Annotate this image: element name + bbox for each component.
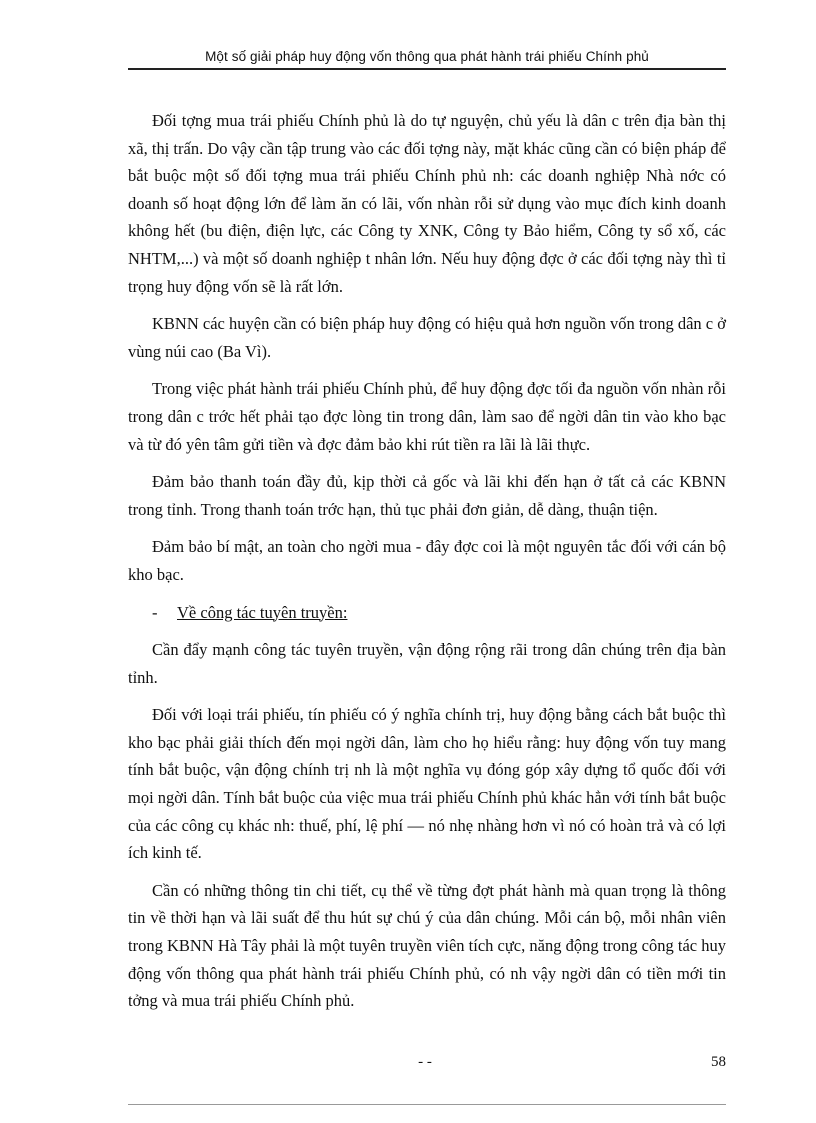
footer-rule bbox=[128, 1104, 726, 1105]
page-body bbox=[128, 107, 726, 1025]
bullet-dash: - bbox=[152, 602, 158, 622]
footer-marker: - - bbox=[418, 1054, 432, 1070]
paragraph: Cần đẩy mạnh công tác tuyên truyền, vận động rộng rãi trong dân chúng trên địa bàn tỉnh. bbox=[128, 640, 726, 687]
paragraph: Đối tợng mua trái phiếu Chính phủ là do tự nguyện, chủ yếu là dân c trên địa bàn thị xã, thị trấn. Do vậy cần tập trung vào các đối tợng này, mặt khác cũng cần có biện pháp để bắt buộc một số đối tợng mua trái phiếu Chính phủ nh: các doanh nghiệp Nhà nớc có doanh số hoạt động lớn để làm ăn có lãi, vốn nhàn rỗi sử dụng vào mục đích kinh doanh không hết (bu điện, điện lực, các Công ty XNK, Công ty Bảo hiểm, Công ty sổ xố, các NHTM,...) và một số doanh nghiệp t nhân lớn. Nếu huy động đợc ở các đối tợng này thì tỉ trọng huy động vốn sẽ là rất lớn. bbox=[128, 111, 726, 296]
paragraph: KBNN các huyện cần có biện pháp huy động có hiệu quả hơn nguồn vốn trong dân c ở vùng núi cao (Ba Vì). bbox=[128, 314, 726, 361]
section-heading-bullet bbox=[152, 599, 726, 627]
paragraph: Đối với loại trái phiếu, tín phiếu có ý nghĩa chính trị, huy động bằng cách bắt buộc thì kho bạc phải giải thích đến mọi ngời dân, làm cho họ hiểu rằng: huy động vốn tuy mang tính bắt buộc, vận động chính trị nh là một nghĩa vụ đóng góp xây dựng tổ quốc đối với mọi ngời dân. Tính bắt buộc của việc mua trái phiếu Chính phủ khác hẳn với tính bắt buộc của các công cụ khác nh: thuế, phí, lệ phí — nó nhẹ nhàng hơn vì nó có hoàn trả và có lợi ích kinh tế. bbox=[128, 705, 726, 863]
section-heading: Về công tác tuyên truyền: bbox=[177, 602, 348, 622]
running-header: Một số giải pháp huy động vốn thông qua phát hành trái phiếu Chính phủ bbox=[205, 49, 649, 64]
paragraph: Trong việc phát hành trái phiếu Chính phủ, để huy động đợc tối đa nguồn vốn nhàn rỗi trong dân c trớc hết phải tạo đợc lòng tin trong dân, làm sao để ngời dân tin vào kho bạc và từ đó yên tâm gửi tiền và đợc đảm bảo khi rút tiền ra lãi là lãi thực. bbox=[128, 379, 726, 454]
page-number: 58 bbox=[711, 1054, 726, 1070]
header-rule bbox=[128, 68, 726, 70]
paragraph: Cần có những thông tin chi tiết, cụ thể về từng đợt phát hành mà quan trọng là thông tin về thời hạn và lãi suất để thu hút sự chú ý của dân chúng. Mỗi cán bộ, mỗi nhân viên trong KBNN Hà Tây phải là một tuyên truyền viên tích cực, năng động trong công tác huy động vốn thông qua phát hành trái phiếu Chính phủ, có nh vậy ngời dân có tiền mới tin tởng và mua trái phiếu Chính phủ. bbox=[128, 880, 726, 1011]
paragraph: Đảm bảo thanh toán đầy đủ, kịp thời cả gốc và lãi khi đến hạn ở tất cả các KBNN trong tỉnh. Trong thanh toán trớc hạn, thủ tục phải đơn giản, dễ dàng, thuận tiện. bbox=[128, 472, 726, 519]
paragraph: Đảm bảo bí mật, an toàn cho ngời mua - đây đợc coi là một nguyên tắc đối với cán bộ kho bạc. bbox=[128, 537, 726, 584]
